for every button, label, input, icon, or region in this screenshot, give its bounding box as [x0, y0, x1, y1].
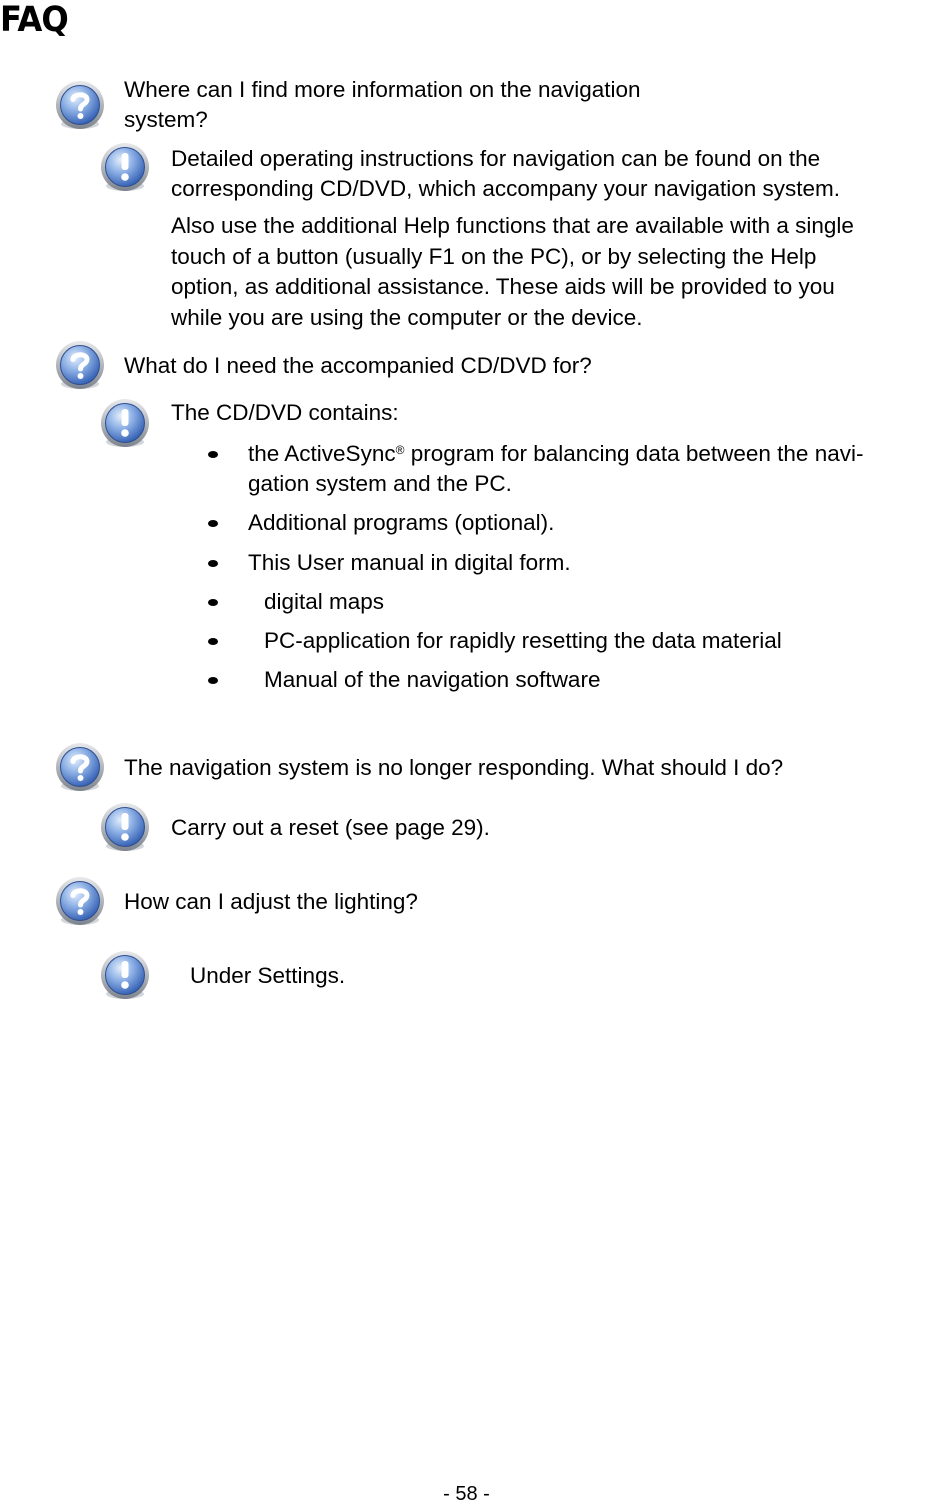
question-icon: [54, 80, 106, 132]
question-icon: [54, 742, 106, 794]
bullet: [208, 599, 218, 606]
question-icon: [54, 876, 106, 928]
bullet-item: the ActiveSync® program for balancing data between the navi-: [248, 441, 864, 466]
faq-question: How can I adjust the lighting?: [124, 889, 418, 914]
faq-answer: option, as additional assistance. These aids will be provided to you: [171, 274, 835, 299]
faq-answer: Also use the additional Help functions that are available with a single: [171, 213, 854, 238]
faq-answer: corresponding CD/DVD, which accompany your navigation system.: [171, 176, 841, 201]
question-icon: [54, 340, 106, 392]
bullet-item: PC-application for rapidly resetting the data material: [264, 628, 782, 653]
info-icon: [99, 950, 151, 1002]
faq-answer: while you are using the computer or the device.: [171, 305, 643, 330]
page-number: - 58 -: [443, 1483, 490, 1505]
bullet-item: Additional programs (optional).: [248, 510, 555, 535]
info-icon: [99, 142, 151, 194]
bullet: [208, 520, 218, 527]
bullet: [208, 451, 218, 458]
faq-answer: Detailed operating instructions for navigation can be found on the: [171, 146, 821, 171]
bullet: [208, 677, 218, 684]
page-title: FAQ: [0, 0, 68, 40]
faq-question: What do I need the accompanied CD/DVD for?: [124, 353, 592, 378]
faq-question: The navigation system is no longer responding. What should I do?: [124, 755, 784, 780]
bullet-item: This User manual in digital form.: [248, 550, 571, 575]
bullet-item: Manual of the navigation software: [264, 667, 601, 692]
info-icon: [99, 802, 151, 854]
bullet-item-continuation: gation system and the PC.: [248, 471, 512, 496]
faq-question: Where can I find more information on the navigation: [124, 77, 641, 102]
bullet: [208, 638, 218, 645]
faq-answer: Carry out a reset (see page 29).: [171, 815, 490, 840]
faq-answer: Under Settings.: [190, 963, 346, 988]
faq-answer: The CD/DVD contains:: [171, 400, 399, 425]
faq-answer: touch of a button (usually F1 on the PC), or by selecting the Help: [171, 244, 817, 269]
faq-question: system?: [124, 107, 208, 132]
bullet-item: digital maps: [264, 589, 385, 614]
bullet: [208, 560, 218, 567]
info-icon: [99, 398, 151, 450]
